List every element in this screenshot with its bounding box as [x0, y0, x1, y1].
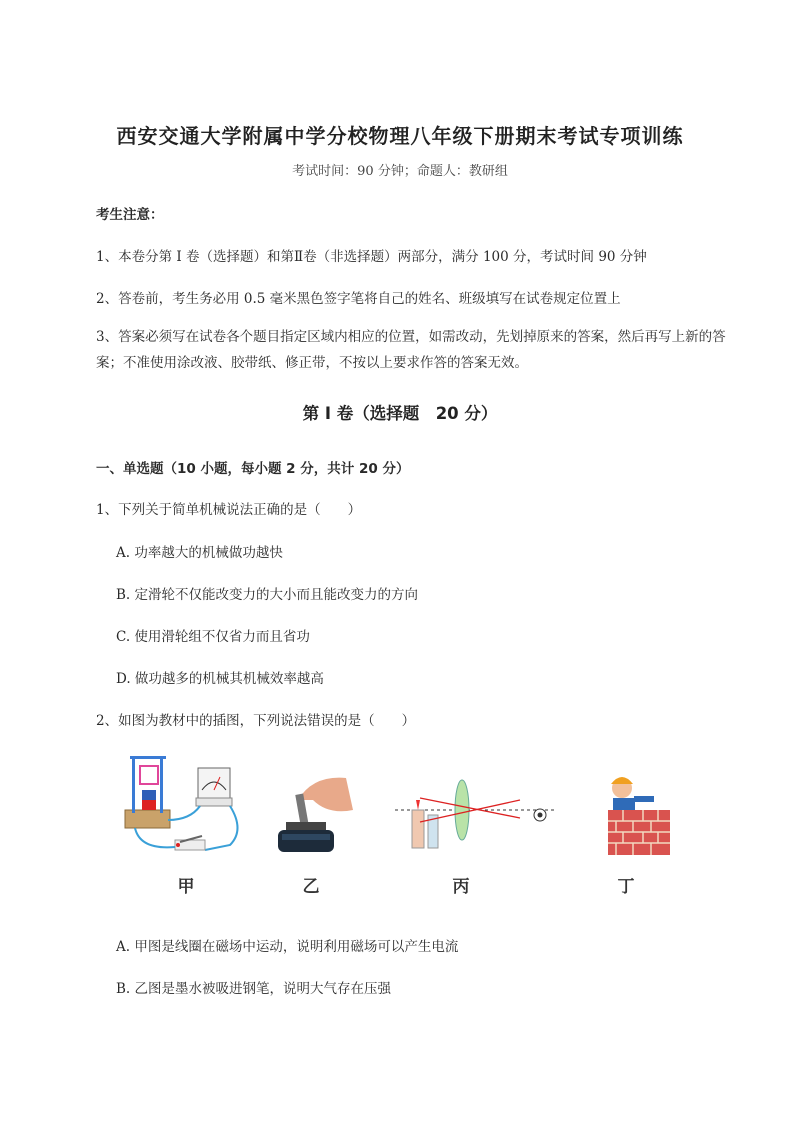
notice-item-2: 2、答卷前，考生务必用 0.5 毫米黑色签字笔将自己的姓名、班级填写在试卷规定位置上	[96, 291, 621, 307]
question-1-option-d: D. 做功越多的机械其机械效率越高	[116, 671, 324, 687]
notice-item-3: 3、答案必须写在试卷各个题目指定区域内相应的位置，如需改动，先划掉原来的答案，然后再写上新的答案；不准使用涂改液、胶带纸、修正带，不按以上要求作答的答案无效。	[96, 329, 726, 371]
figure-yi-pen-ink-bottle	[268, 770, 358, 860]
question-2-option-b: B. 乙图是墨水被吸进钢笔，说明大气存在压强	[116, 981, 392, 997]
exam-subtitle: 考试时间：90 分钟；命题人：教研组	[292, 164, 508, 179]
figure-caption-jia: 甲	[177, 877, 195, 897]
question-2-stem: 2、如图为教材中的插图，下列说法错误的是（ ）	[96, 713, 416, 729]
figure-caption-yi: 乙	[302, 877, 320, 897]
section-title: 第 I 卷（选择题 20 分）	[302, 404, 498, 423]
question-1-option-c: C. 使用滑轮组不仅省力而且省功	[116, 629, 310, 645]
figure-caption-ding: 丁	[617, 877, 635, 897]
question-2-option-a: A. 甲图是线圈在磁场中运动，说明利用磁场可以产生电流	[116, 939, 459, 955]
notice-heading: 考生注意：	[96, 207, 164, 223]
question-1-option-a: A. 功率越大的机械做功越快	[116, 545, 283, 561]
figure-jia-induction-apparatus	[120, 750, 250, 860]
figure-ding-brick-wall-worker	[598, 770, 678, 860]
figure-caption-bing: 丙	[452, 877, 470, 897]
part-heading: 一、单选题（10 小题，每小题 2 分，共计 20 分）	[96, 461, 410, 477]
exam-title: 西安交通大学附属中学分校物理八年级下册期末考试专项训练	[116, 124, 684, 148]
notice-item-1: 1、本卷分第 I 卷（选择题）和第Ⅱ卷（非选择题）两部分，满分 100 分，考试时间 90 分钟	[96, 249, 647, 265]
figure-bing-lens-refraction	[390, 770, 560, 860]
question-1-option-b: B. 定滑轮不仅能改变力的大小而且能改变力的方向	[116, 587, 419, 603]
question-1-stem: 1、下列关于简单机械说法正确的是（ ）	[96, 502, 362, 518]
